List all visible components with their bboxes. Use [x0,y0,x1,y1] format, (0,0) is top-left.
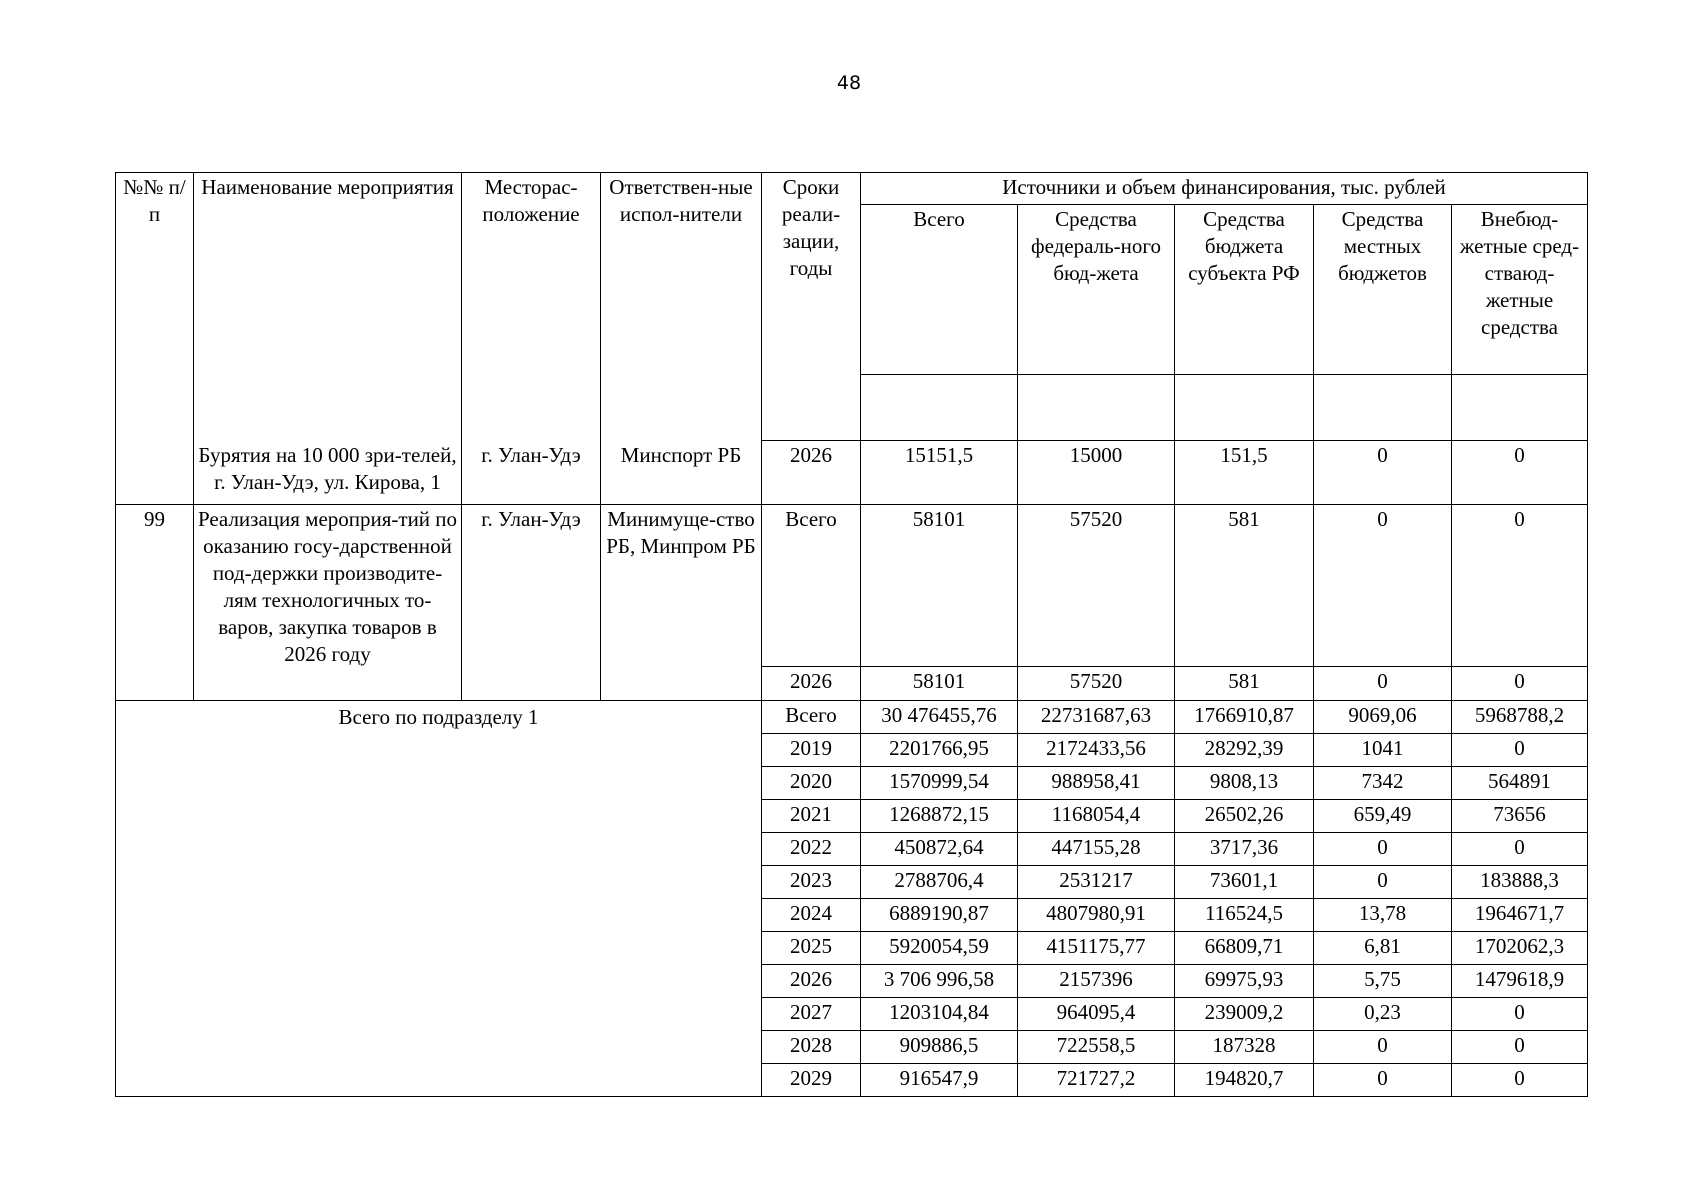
extra-cell: 0 [1452,441,1588,505]
federal-cell: 22731687,63 [1018,701,1175,734]
header-name: Наименование мероприятия [194,173,462,441]
total-cell: 6889190,87 [861,899,1018,932]
extra-cell: 1479618,9 [1452,965,1588,998]
header-terms: Сроки реали-зации, годы [762,173,861,441]
local-cell: 0 [1314,833,1452,866]
regional-cell: 1766910,87 [1175,701,1314,734]
federal-cell: 57520 [1018,667,1175,701]
regional-cell: 3717,36 [1175,833,1314,866]
local-cell: 7342 [1314,767,1452,800]
year-cell: 2027 [762,998,861,1031]
year-cell: 2026 [762,667,861,701]
year-cell: 2029 [762,1064,861,1097]
federal-cell: 721727,2 [1018,1064,1175,1097]
year-cell: 2019 [762,734,861,767]
table-row [116,441,1588,505]
subtotal-row [116,701,1588,734]
extra-cell: 0 [1452,1031,1588,1064]
extra-cell: 5968788,2 [1452,701,1588,734]
local-cell: 0,23 [1314,998,1452,1031]
federal-cell: 2172433,56 [1018,734,1175,767]
header-local: Средства местных бюджетов [1314,205,1452,375]
entry-number: 99 [116,505,194,701]
total-cell: 15151,5 [861,441,1018,505]
total-cell: 3 706 996,58 [861,965,1018,998]
regional-cell: 581 [1175,667,1314,701]
year-cell: 2026 [762,441,861,505]
entry-executors: Минимуще-ство РБ, Минпром РБ [601,505,762,701]
total-cell: 2201766,95 [861,734,1018,767]
local-cell: 5,75 [1314,965,1452,998]
header-extra: Внебюд-жетные сред-стваюд-жетные средства [1452,205,1588,375]
local-cell: 659,49 [1314,800,1452,833]
continued-name: Бурятия на 10 000 зри-телей, г. Улан-Удэ, ул. Кирова, 1 [194,441,462,505]
total-cell: 1268872,15 [861,800,1018,833]
extra-cell: 73656 [1452,800,1588,833]
year-cell: 2022 [762,833,861,866]
regional-cell: 69975,93 [1175,965,1314,998]
extra-cell: 0 [1452,1064,1588,1097]
financing-table [115,172,1588,1097]
extra-cell: 0 [1452,505,1588,667]
subtotal-label: Всего по подразделу 1 [116,701,762,1097]
header-row-1 [116,173,1588,205]
continued-location: г. Улан-Удэ [462,441,601,505]
extra-cell: 0 [1452,667,1588,701]
year-cell: Всего [762,505,861,667]
header-federal: Средства федераль-ного бюд-жета [1018,205,1175,375]
regional-cell: 26502,26 [1175,800,1314,833]
total-cell: 916547,9 [861,1064,1018,1097]
year-cell: 2026 [762,965,861,998]
local-cell: 0 [1314,505,1452,667]
federal-cell: 722558,5 [1018,1031,1175,1064]
local-cell: 0 [1314,441,1452,505]
year-cell: 2024 [762,899,861,932]
total-cell: 58101 [861,667,1018,701]
federal-cell: 4151175,77 [1018,932,1175,965]
regional-cell: 151,5 [1175,441,1314,505]
local-cell: 0 [1314,1031,1452,1064]
year-cell: 2021 [762,800,861,833]
total-cell: 909886,5 [861,1031,1018,1064]
extra-cell: 564891 [1452,767,1588,800]
extra-cell: 0 [1452,734,1588,767]
header-executors: Ответствен-ные испол-нители [601,173,762,441]
header-regional: Средства бюджета субъекта РФ [1175,205,1314,375]
year-cell: 2020 [762,767,861,800]
regional-cell: 28292,39 [1175,734,1314,767]
regional-cell: 66809,71 [1175,932,1314,965]
total-cell: 58101 [861,505,1018,667]
total-cell: 450872,64 [861,833,1018,866]
header-num: №№ п/п [116,173,194,441]
local-cell: 0 [1314,1064,1452,1097]
local-cell: 6,81 [1314,932,1452,965]
local-cell: 0 [1314,866,1452,899]
federal-cell: 1168054,4 [1018,800,1175,833]
entry-name: Реализация мероприя-тий по оказанию госу-дарственной под-держки производите-лям технологичных то-варов, закупка товаров в 2026 году [194,505,462,701]
federal-cell: 2157396 [1018,965,1175,998]
local-cell: 0 [1314,667,1452,701]
page-number: 48 [836,72,862,94]
regional-cell: 73601,1 [1175,866,1314,899]
year-cell: 2028 [762,1031,861,1064]
regional-cell: 116524,5 [1175,899,1314,932]
federal-cell: 964095,4 [1018,998,1175,1031]
federal-cell: 4807980,91 [1018,899,1175,932]
extra-cell: 0 [1452,998,1588,1031]
local-cell: 1041 [1314,734,1452,767]
header-sources: Источники и объем финансирования, тыс. рублей [861,173,1588,205]
year-cell: 2025 [762,932,861,965]
total-cell: 2788706,4 [861,866,1018,899]
local-cell: 9069,06 [1314,701,1452,734]
regional-cell: 239009,2 [1175,998,1314,1031]
total-cell: 5920054,59 [861,932,1018,965]
federal-cell: 15000 [1018,441,1175,505]
regional-cell: 581 [1175,505,1314,667]
federal-cell: 988958,41 [1018,767,1175,800]
local-cell: 13,78 [1314,899,1452,932]
entry-location: г. Улан-Удэ [462,505,601,701]
regional-cell: 187328 [1175,1031,1314,1064]
header-total: Всего [861,205,1018,375]
total-cell: 1203104,84 [861,998,1018,1031]
total-cell: 30 476455,76 [861,701,1018,734]
federal-cell: 57520 [1018,505,1175,667]
extra-cell: 0 [1452,833,1588,866]
extra-cell: 183888,3 [1452,866,1588,899]
regional-cell: 194820,7 [1175,1064,1314,1097]
federal-cell: 447155,28 [1018,833,1175,866]
total-cell: 1570999,54 [861,767,1018,800]
extra-cell: 1702062,3 [1452,932,1588,965]
continued-executors: Минспорт РБ [601,441,762,505]
table-row [116,505,1588,667]
year-cell: Всего [762,701,861,734]
year-cell: 2023 [762,866,861,899]
extra-cell: 1964671,7 [1452,899,1588,932]
regional-cell: 9808,13 [1175,767,1314,800]
header-location: Месторас-положение [462,173,601,441]
federal-cell: 2531217 [1018,866,1175,899]
